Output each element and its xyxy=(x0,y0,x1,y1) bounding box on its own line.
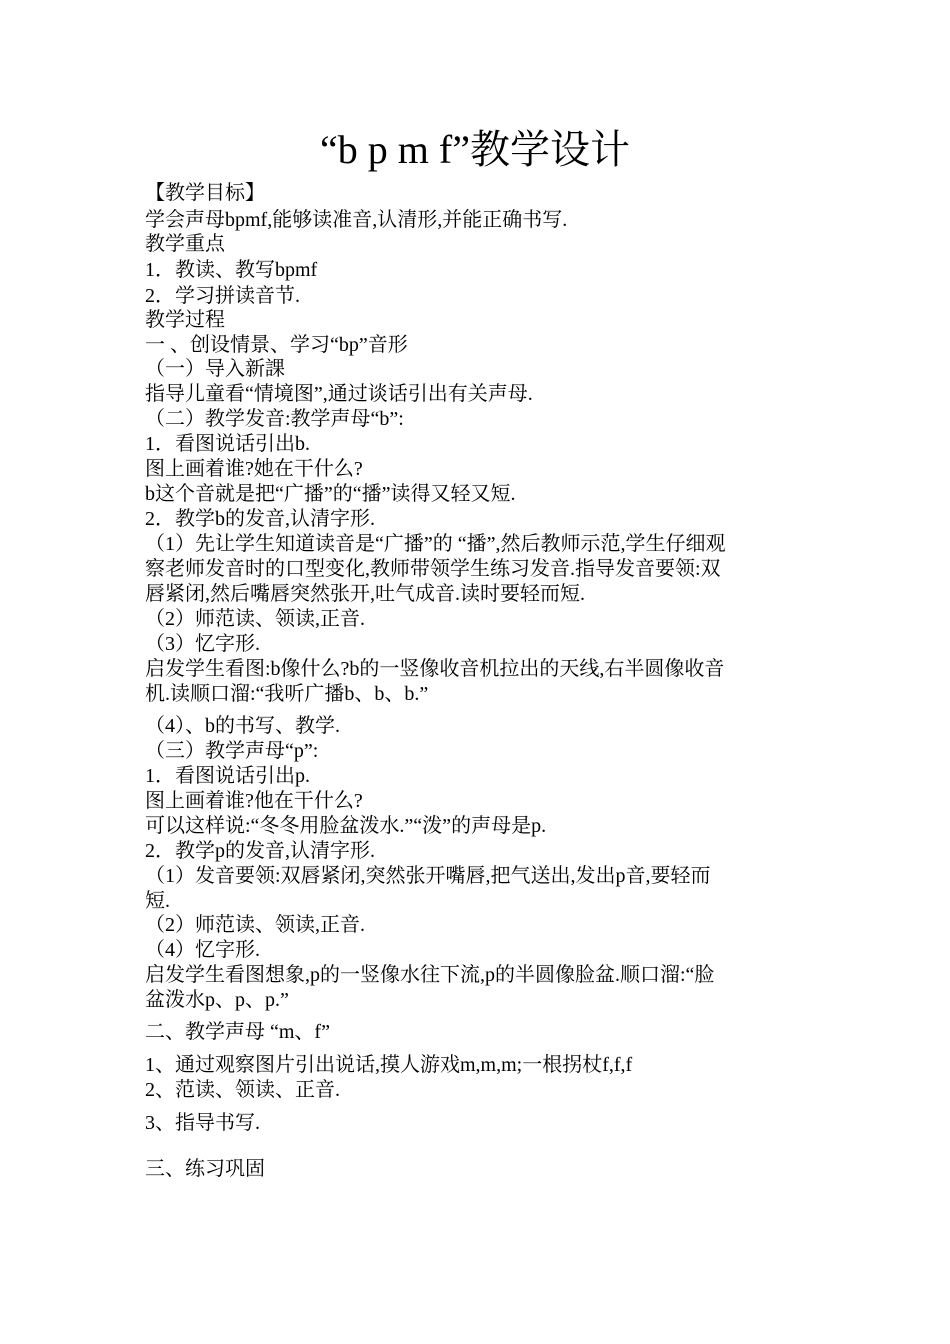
text-line: 1、通过观察图片引出说话,摸人游戏m,m,m;一根拐杖f,f,f xyxy=(145,1054,633,1076)
section-heading-key-points: 教学重点 xyxy=(145,233,225,255)
text-line: 启发学生看图想象,p的一竖像水往下流,p的半圆像脸盆.顺口溜:“脸 xyxy=(145,964,715,986)
section-heading-m-f: 二、教学声母 “m、f” xyxy=(145,1021,330,1043)
text-line: 唇紧闭,然后嘴唇突然张开,吐气成音.读时要轻而短. xyxy=(145,583,585,605)
text-line: 一 、创设情景、学习“bp”音形 xyxy=(145,334,408,356)
text-line: 图上画着谁?她在干什么? xyxy=(145,458,363,480)
text-line: 盆泼水p、p、p.” xyxy=(145,989,289,1011)
text-line: 3、指导书写. xyxy=(145,1112,260,1134)
text-line: 2、范读、领读、正音. xyxy=(145,1079,340,1101)
text-line: （3）忆字形. xyxy=(145,633,260,655)
text-line: 图上画着谁?他在干什么? xyxy=(145,790,363,812)
text-line: （1）发音要领:双唇紧闭,突然张开嘴唇,把气送出,发出p音,要轻而 xyxy=(145,865,711,887)
page-title: “b p m f”教学设计 xyxy=(320,127,630,172)
text-line: 启发学生看图:b像什么?b的一竖像收音机拉出的天线,右半圆像收音 xyxy=(145,658,725,680)
text-line: 2．教学b的发音,认清字形. xyxy=(145,508,375,530)
text-line: 2．学习拼读音节. xyxy=(145,285,300,307)
text-line: （二）教学发音:教学声母“b”: xyxy=(145,408,404,430)
text-line: b这个音就是把“广播”的“播”读得又轻又短. xyxy=(145,483,516,505)
section-heading-practice: 三、练习巩固 xyxy=(145,1158,265,1180)
text-line: 可以这样说:“冬冬用脸盆泼水.”“泼”的声母是p. xyxy=(145,815,547,837)
text-line: 察老师发音时的口型变化,教师带领学生练习发音.指导发音要领:双 xyxy=(145,558,721,580)
section-heading-objectives: 【教学目标】 xyxy=(145,182,265,204)
text-line: （三）教学声母“p”: xyxy=(145,740,319,762)
text-line: 1．看图说话引出p. xyxy=(145,765,310,787)
text-line: 学会声母bpmf,能够读准音,认清形,并能正确书写. xyxy=(145,209,568,231)
text-line: 1．看图说话引出b. xyxy=(145,433,310,455)
text-line: （1）先让学生知道读音是“广播”的 “播”,然后教师示范,学生仔细观 xyxy=(145,533,726,555)
text-line: （4）忆字形. xyxy=(145,939,260,961)
section-heading-process: 教学过程 xyxy=(145,309,225,331)
text-line: （2）师范读、领读,正音. xyxy=(145,608,365,630)
text-line: 指导儿童看“情境图”,通过谈话引出有关声母. xyxy=(145,383,533,405)
text-line: （2）师范读、领读,正音. xyxy=(145,914,365,936)
text-line: 机.读顺口溜:“我听广播b、b、b.” xyxy=(145,683,429,705)
text-line: 1．教读、教写bpmf xyxy=(145,259,318,281)
text-line: （4）、b的书写、教学. xyxy=(145,715,340,737)
text-line: 2．教学p的发音,认清字形. xyxy=(145,840,375,862)
text-line: （一）导入新課 xyxy=(145,358,285,380)
text-line: 短. xyxy=(145,890,170,912)
